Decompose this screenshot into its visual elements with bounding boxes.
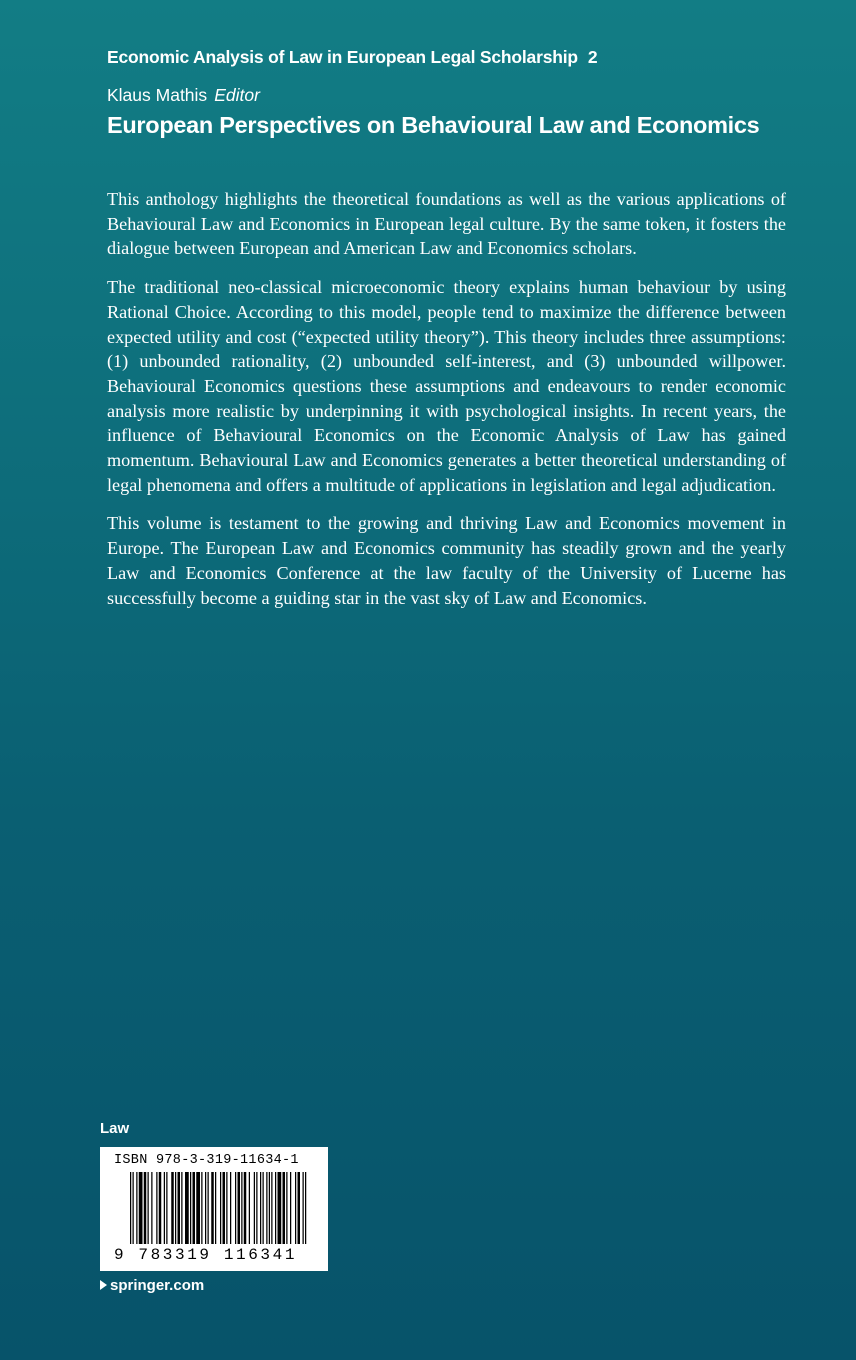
barcode-bar xyxy=(208,1172,209,1244)
barcode-digits: 9 783319 116341 xyxy=(114,1246,298,1264)
barcode-bar xyxy=(295,1172,296,1244)
barcode-bar xyxy=(260,1172,261,1244)
book-title: European Perspectives on Behavioural Law and Economics xyxy=(107,112,760,138)
series-name: Economic Analysis of Law in European Legal Scholarship xyxy=(107,47,578,67)
arrow-icon xyxy=(100,1280,107,1290)
website-text: springer.com xyxy=(110,1277,205,1294)
barcode-bar xyxy=(181,1172,182,1244)
barcode-bars xyxy=(130,1172,310,1244)
barcode-bar xyxy=(196,1172,200,1244)
barcode-bar xyxy=(303,1172,304,1244)
website-link[interactable] xyxy=(100,1277,204,1294)
barcode-bar xyxy=(205,1172,206,1244)
barcode-bar xyxy=(238,1172,241,1244)
barcode-bar xyxy=(175,1172,176,1244)
barcode-bar xyxy=(201,1172,202,1244)
blurb-paragraph-1: This anthology highlights the theoretical foundations as well as the various applications of Behavioural Law and Economics in European legal culture. By the same token, it fosters the dialogue between European and American Law and Economics scholars. xyxy=(107,189,786,259)
barcode-bar xyxy=(283,1172,286,1244)
barcode-bar xyxy=(286,1172,287,1244)
barcode-bar xyxy=(164,1172,165,1244)
blurb-paragraph-3: This volume is testament to the growing and thriving Law and Economics movement in Europe. The European Law and Economics community has steadily grown and the yearly Law and Economics Conference at the law faculty of the University of Lucerne has successfully become a guiding star in the vast sky of Law and Economics. xyxy=(107,513,786,608)
barcode-bar xyxy=(178,1172,181,1244)
barcode-bar xyxy=(144,1172,147,1244)
barcode-bar xyxy=(249,1172,250,1244)
barcode-bar xyxy=(211,1172,214,1244)
barcode-bar xyxy=(148,1172,149,1244)
barcode-bar xyxy=(136,1172,137,1244)
barcode-bar xyxy=(290,1172,291,1244)
barcode-bar xyxy=(156,1172,157,1244)
barcode-bar xyxy=(305,1172,306,1244)
barcode-bar xyxy=(133,1172,134,1244)
barcode-bar xyxy=(151,1172,152,1244)
barcode-bar xyxy=(130,1172,131,1244)
barcode-bar xyxy=(271,1172,272,1244)
barcode-bar xyxy=(254,1172,255,1244)
barcode-bar xyxy=(139,1172,143,1244)
barcode-bar xyxy=(190,1172,191,1244)
barcode-bar xyxy=(220,1172,221,1244)
barcode-bar xyxy=(256,1172,257,1244)
barcode-bar xyxy=(185,1172,189,1244)
barcode-bar xyxy=(244,1172,247,1244)
barcode xyxy=(100,1147,328,1271)
blurb xyxy=(107,187,786,624)
barcode-bar xyxy=(166,1172,167,1244)
barcode-bar xyxy=(223,1172,226,1244)
barcode-bar xyxy=(235,1172,236,1244)
editor-name: Klaus Mathis xyxy=(107,85,208,105)
series-number: 2 xyxy=(587,47,598,67)
isbn-label: ISBN 978-3-319-11634-1 xyxy=(114,1153,299,1168)
barcode-bar xyxy=(278,1172,282,1244)
blurb-paragraph-2: The traditional neo-classical microeconomic theory explains human behaviour by using Rational Choice. According to this model, people tend to maximize the difference between expected utility and cost (“expected utility theory”). This theory includes three assumptions: (1) unbounded rationality, (2) unbounded self-interest, and (3) unbounded willpower. Behavioural Economics questions these assumptions and endeavours to render economic analysis more realistic by underpinning it with psychological insights. In recent years, the influence of Behavioural Economics on the Economic Analysis of Law has gained momentum. Behavioural Law and Economics generates a better theoretical understanding of legal phenomena and offers a multitude of applications in legislation and legal adjudication. xyxy=(107,277,786,495)
barcode-bar xyxy=(230,1172,231,1244)
barcode-bar xyxy=(171,1172,174,1244)
barcode-bar xyxy=(226,1172,227,1244)
barcode-bar xyxy=(159,1172,162,1244)
barcode-bar xyxy=(275,1172,276,1244)
barcode-bar xyxy=(241,1172,242,1244)
barcode-bar xyxy=(193,1172,196,1244)
barcode-bar xyxy=(215,1172,216,1244)
barcode-bar xyxy=(263,1172,264,1244)
barcode-bar xyxy=(269,1172,270,1244)
barcode-bar xyxy=(298,1172,301,1244)
series-title xyxy=(107,47,597,68)
editor-line xyxy=(107,85,260,106)
editor-role: Editor xyxy=(214,85,260,105)
category-label: Law xyxy=(100,1120,130,1137)
barcode-bar xyxy=(266,1172,267,1244)
